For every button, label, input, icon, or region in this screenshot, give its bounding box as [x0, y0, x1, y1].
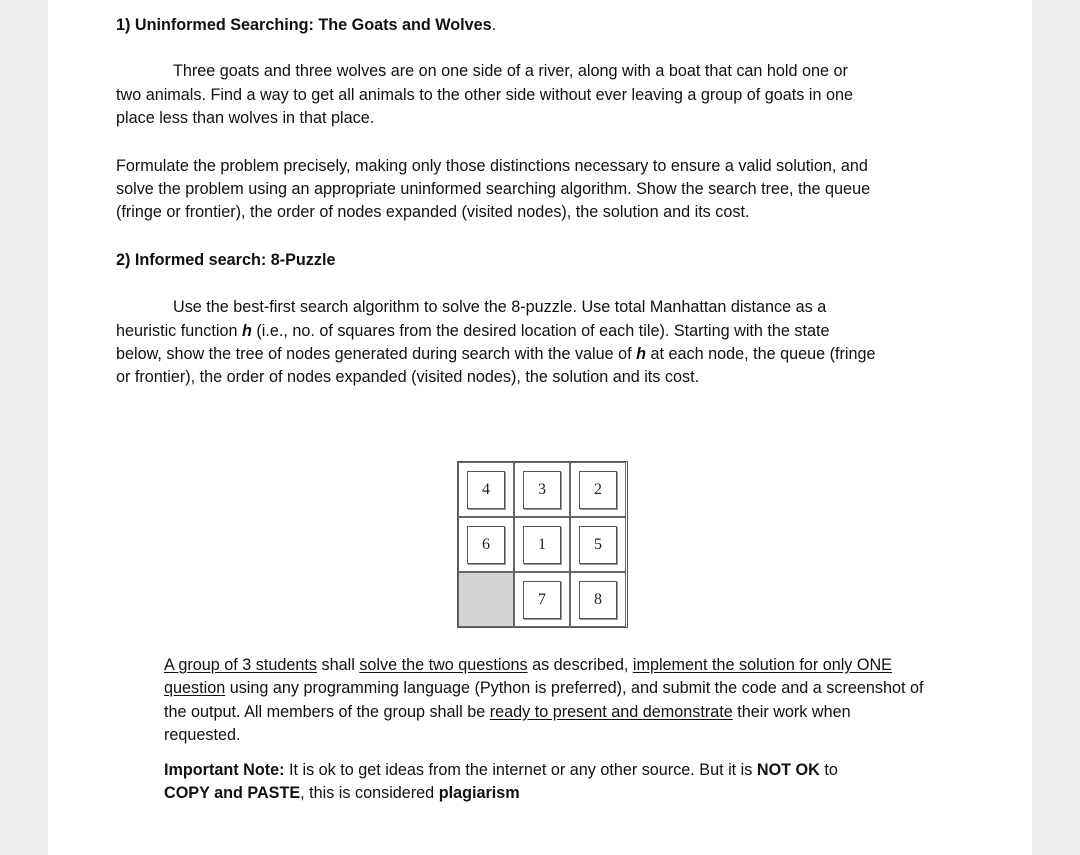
puzzle-cell — [514, 517, 570, 572]
puzzle-cell — [570, 462, 626, 517]
puzzle-tile: 4 — [467, 471, 505, 509]
q2-heading: 2) Informed search: 8-Puzzle — [116, 250, 336, 269]
q1-heading-title: The Goats and Wolves — [318, 16, 492, 34]
note-text: It is ok to get ideas from the internet or any other source. But it is — [284, 761, 757, 779]
puzzle-cell — [514, 462, 570, 517]
puzzle-tile: 5 — [579, 526, 617, 564]
puzzle-tile: 1 — [523, 526, 561, 564]
puzzle-cell — [570, 517, 626, 572]
underlined-text: A group of 3 students — [164, 656, 317, 674]
note-text: to — [819, 761, 838, 779]
task-text: as described, — [527, 656, 633, 674]
puzzle-tile: 2 — [579, 471, 617, 509]
puzzle-tile: 6 — [467, 526, 505, 564]
q1-heading — [116, 14, 876, 37]
underlined-text: implement the solution for only ONE question — [164, 656, 892, 698]
q2-text-a: Use the best-first search algorithm to solve the 8-puzzle. Use total Manhattan distance as a heuristic function — [116, 298, 827, 340]
note-bold: COPY and PASTE — [164, 784, 301, 803]
task-instructions — [164, 654, 924, 748]
document-body — [116, 14, 876, 390]
puzzle-cell — [458, 462, 514, 517]
q2-paragraph — [116, 296, 876, 390]
q1-paragraph-1: Three goats and three wolves are on one side of a river, along with a boat that can hold one or two animals. Find a way to get all animals to the other side without ever leaving a group of goats in one place less than wolves in that place. — [116, 62, 853, 128]
puzzle-cell — [514, 572, 570, 627]
task-text: shall — [317, 656, 360, 674]
q1-paragraph-2: Formulate the problem precisely, making only those distinctions necessary to ensure a valid solution, and solve the problem using an appropriate uninformed searching algorithm. Show the search tree, the queue (fringe or frontier), the order of nodes expanded (visited nodes), the solution and its cost. — [116, 156, 871, 222]
underlined-text: ready to present and demonstrate — [489, 702, 733, 721]
task-text: using any programming language (Python is preferred), and submit the code and a screenshot of the output. All members of the group shall be — [164, 679, 924, 721]
heuristic-symbol: h — [241, 321, 252, 340]
puzzle-tile: 7 — [523, 581, 561, 619]
puzzle-cell — [570, 572, 626, 627]
underlined-text: solve the two questions — [359, 656, 528, 674]
q1-heading-number: 1) Uninformed Searching: — [116, 16, 314, 34]
puzzle-empty-cell — [458, 572, 514, 627]
puzzle-tile: 3 — [523, 471, 561, 509]
q2-text-b: (i.e., no. of squares from the desired location of each tile). Starting with the state below, show the tree of nodes generated during search with the value of — [116, 321, 830, 364]
q2-text-c: at each node, the queue (fringe or frontier), the order of nodes expanded (visited nodes), the solution and its cost. — [116, 345, 876, 387]
note-label: Important Note: — [164, 761, 285, 779]
note-bold: NOT OK — [756, 761, 820, 779]
puzzle-cell — [458, 517, 514, 572]
note-text: , this is considered — [300, 784, 439, 803]
note-bold: plagiarism — [438, 784, 520, 803]
puzzle-tile: 8 — [579, 581, 617, 619]
important-note — [164, 759, 884, 806]
q1-heading-period: . — [491, 16, 497, 34]
task-text: their work when requested. — [164, 702, 851, 745]
heuristic-symbol: h — [636, 345, 647, 364]
puzzle-grid — [457, 461, 628, 628]
